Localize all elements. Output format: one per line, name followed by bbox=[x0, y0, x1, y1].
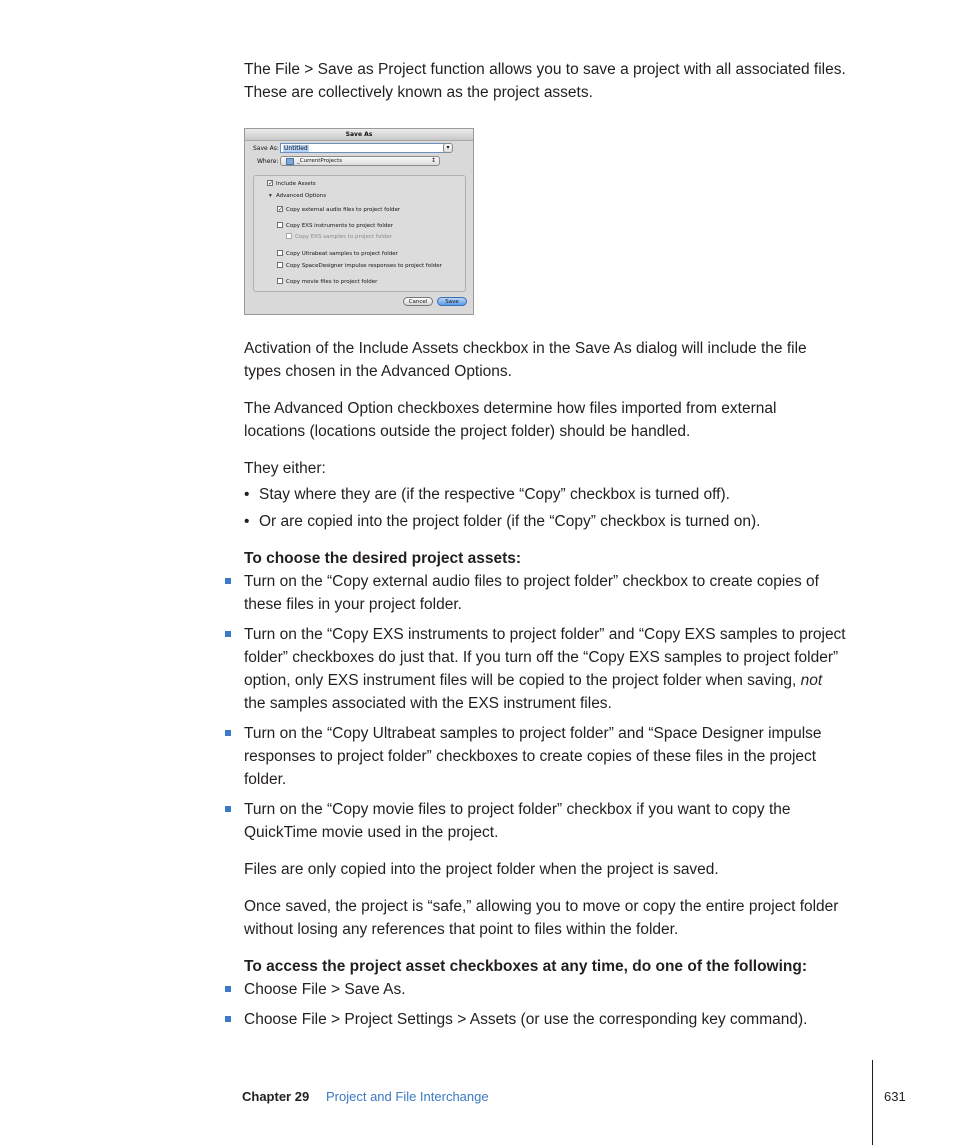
bullet-dot-1: • bbox=[244, 486, 250, 503]
where-popup[interactable] bbox=[280, 156, 440, 166]
bullet-3-line-1: Turn on the “Copy Ultrabeat samples to project folder” and “Space Designer impulse bbox=[244, 725, 822, 742]
bullet-4-line-1: Turn on the “Copy movie files to project folder” checkbox if you want to copy the bbox=[244, 801, 791, 818]
copy-movie-label: Copy movie files to project folder bbox=[286, 279, 378, 285]
bullet-2-line-3 bbox=[244, 669, 874, 692]
page-number: 631 bbox=[884, 1089, 906, 1104]
footer-chapter: Chapter 29 bbox=[242, 1089, 310, 1104]
intro-line-1: The File > Save as Project function allows you to save a project with all associated files. bbox=[244, 61, 846, 78]
bullet-2-line-2: folder” checkboxes do just that. If you turn off the “Copy EXS samples to project folder” bbox=[244, 649, 839, 666]
para-5-line-2: without losing any references that point to files within the folder. bbox=[244, 921, 679, 938]
bullet-2-line-1: Turn on the “Copy EXS instruments to project folder” and “Copy EXS samples to project bbox=[244, 626, 846, 643]
bullet-2-line-3-text: option, only EXS instrument files will be copied to the project folder when saving, bbox=[244, 672, 801, 689]
where-label: Where: bbox=[257, 158, 279, 165]
copy-exs-samples-label: Copy EXS samples to project folder bbox=[295, 234, 392, 240]
para-5-line-1: Once saved, the project is “safe,” allowing you to move or copy the entire project folder bbox=[244, 898, 839, 915]
copy-spacedesigner-checkbox[interactable] bbox=[277, 262, 283, 268]
where-value: _CurrentProjects bbox=[297, 158, 343, 164]
para-2-line-2: locations (locations outside the project folder) should be handled. bbox=[244, 423, 691, 440]
copy-ultrabeat-label: Copy Ultrabeat samples to project folder bbox=[286, 251, 398, 257]
include-assets-checkbox[interactable]: ✓ bbox=[268, 180, 274, 187]
copy-exs-instruments-checkbox[interactable] bbox=[277, 222, 283, 228]
copy-audio-label: Copy external audio files to project folder bbox=[286, 207, 401, 213]
bullet-5: Choose File > Save As. bbox=[244, 981, 406, 998]
copy-exs-samples-checkbox[interactable] bbox=[286, 233, 292, 239]
bullet-square-3 bbox=[225, 730, 231, 736]
dot-item-2: Or are copied into the project folder (if the “Copy” checkbox is turned on). bbox=[259, 513, 761, 530]
bullet-square-2 bbox=[225, 631, 231, 637]
heading-choose-assets: To choose the desired project assets: bbox=[244, 550, 522, 567]
bullet-square-6 bbox=[225, 1016, 231, 1022]
heading-access-assets: To access the project asset checkboxes at any time, do one of the following: bbox=[244, 958, 808, 975]
save-as-value: Untitled bbox=[284, 145, 308, 152]
advanced-options-label: Advanced Options bbox=[276, 193, 327, 199]
footer-chapter-title: Project and File Interchange bbox=[326, 1089, 489, 1104]
para-2-line-1: The Advanced Option checkboxes determine how files imported from external bbox=[244, 400, 777, 417]
expand-chevron-icon[interactable]: ▾ bbox=[443, 143, 453, 153]
bullet-square-4 bbox=[225, 806, 231, 812]
folder-icon bbox=[286, 158, 294, 165]
bullet-3-line-2: responses to project folder” checkboxes to create copies of these files in the project bbox=[244, 748, 817, 765]
copy-spacedesigner-label: Copy SpaceDesigner impulse responses to project folder bbox=[286, 263, 442, 269]
bullet-3-line-3: folder. bbox=[244, 771, 287, 788]
bullet-square-5 bbox=[225, 986, 231, 992]
para-1-line-2: types chosen in the Advanced Options. bbox=[244, 363, 512, 380]
updown-arrows-icon: ↕ bbox=[430, 157, 436, 164]
bullet-square-1 bbox=[225, 578, 231, 584]
include-assets-label: Include Assets bbox=[276, 181, 316, 187]
dot-item-1: Stay where they are (if the respective “Copy” checkbox is turned off). bbox=[259, 486, 730, 503]
para-4: Files are only copied into the project folder when the project is saved. bbox=[244, 861, 719, 878]
intro-line-2: These are collectively known as the project assets. bbox=[244, 84, 593, 101]
copy-exs-instruments-label: Copy EXS instruments to project folder bbox=[286, 223, 394, 229]
para-1-line-1: Activation of the Include Assets checkbox in the Save As dialog will include the file bbox=[244, 340, 807, 357]
bullet-dot-2: • bbox=[244, 513, 250, 530]
copy-movie-checkbox[interactable] bbox=[277, 278, 283, 284]
copy-audio-checkbox[interactable]: ✓ bbox=[278, 206, 284, 213]
bullet-6: Choose File > Project Settings > Assets (or use the corresponding key command). bbox=[244, 1011, 808, 1028]
save-button[interactable]: Save bbox=[437, 297, 467, 306]
bullet-1-line-1: Turn on the “Copy external audio files to project folder” checkbox to create copies of bbox=[244, 573, 819, 590]
emphasis-not: not bbox=[800, 672, 823, 689]
bullet-2-line-4: the samples associated with the EXS instrument files. bbox=[244, 695, 612, 712]
disclosure-triangle-icon[interactable]: ▾ bbox=[269, 193, 272, 199]
save-as-field[interactable] bbox=[280, 143, 445, 153]
bullet-4-line-2: QuickTime movie used in the project. bbox=[244, 824, 499, 841]
dialog-title: Save As bbox=[245, 129, 473, 141]
copy-ultrabeat-checkbox[interactable] bbox=[277, 250, 283, 256]
assets-group bbox=[253, 175, 466, 292]
save-as-dialog bbox=[244, 128, 474, 315]
save-as-label: Save As: bbox=[253, 145, 279, 152]
footer-divider bbox=[872, 1060, 873, 1145]
bullet-1-line-2: these files in your project folder. bbox=[244, 596, 462, 613]
para-3: They either: bbox=[244, 460, 326, 477]
cancel-button[interactable]: Cancel bbox=[403, 297, 433, 306]
